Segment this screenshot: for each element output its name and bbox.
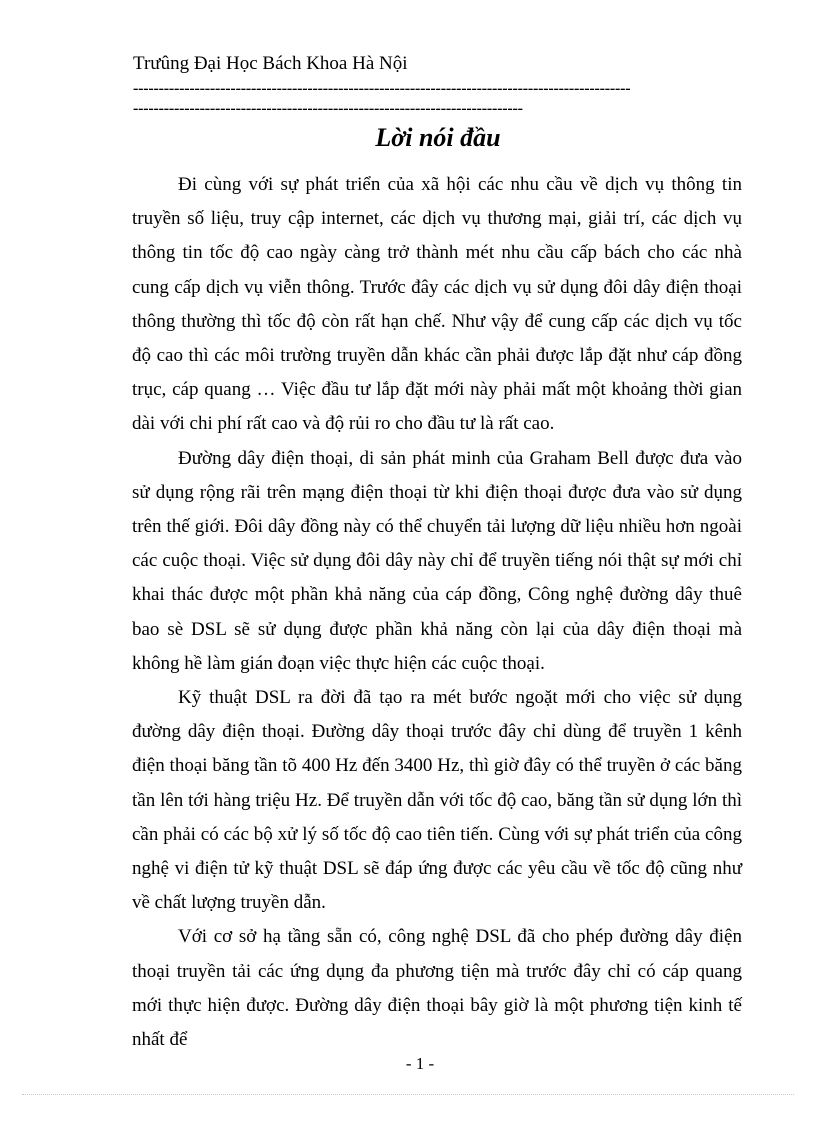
header-divider-line-2: ---------------------------------------------------------------------------- [133, 101, 523, 117]
paragraph-1: Đi cùng với sự phát triển của xã hội các nhu cầu về dịch vụ thông tin truyền số liệu, truy cập internet, các dịch vụ thương mại, giải trí, các dịch vụ thông tin tốc độ cao ngày càng trở thành mét nhu cầu cấp bách cho các nhà cung cấp dịch vụ viễn thông. Trước đây các dịch vụ sử dụng đôi dây điện thoại thông thường thì tốc độ còn rất hạn chế. Như vậy để cung cấp các dịch vụ tốc độ cao thì các môi trường truyền dẫn khác cần phải được lắp đặt như cáp đồng trục, cáp quang … Việc đầu tư lắp đặt mới này phải mất một khoảng thời gian dài với chi phí rất cao và độ rủi ro cho đầu tư là rất cao. [132, 174, 742, 435]
document-body [132, 168, 742, 1057]
header-divider-line-1: ------------------------------------------------------------------------------------------------- [133, 81, 631, 97]
page-header-school: Trưûng Đại Học Bách Khoa Hà Nội [133, 53, 408, 74]
paragraph-2: Đường dây điện thoại, di sản phát minh của Graham Bell được đưa vào sử dụng rộng rãi trên mạng điện thoại từ khi điện thoại được đưa vào sử dụng trên thế giới. Đôi dây đồng này có thể chuyển tải lượng dữ liệu nhiều hơn ngoài các cuộc thoại. Việc sử dụng đôi dây này chỉ để truyền tiếng nói thật sự mới chỉ khai thác được một phần khả năng của cáp đồng, Công nghệ đường dây thuê bao sè DSL sẽ sử dụng được phần khả năng còn lại của dây điện thoại mà không hề làm gián đoạn việc thực hiện các cuộc thoại. [132, 447, 742, 674]
page-title: Lời nói đầu [375, 123, 501, 152]
paragraph-3: Kỹ thuật DSL ra đời đã tạo ra mét bước ngoặt mới cho việc sử dụng đường dây điện thoại. Đường dây thoại trước đây chỉ dùng để truyền 1 kênh điện thoại băng tần tõ 400 Hz đến 3400 Hz, thì giờ đây có thể truyền ở các băng tần lên tới hàng triệu Hz. Để truyền dẫn với tốc độ cao, băng tần sử dụng lớn thì cần phải có các bộ xử lý số tốc độ cao tiên tiến. Cùng với sự phát triển của công nghệ vi điện tử kỹ thuật DSL sẽ đáp ứng được các yêu cầu về tốc độ cũng như về chất lượng truyền dẫn. [132, 687, 742, 914]
page-number: - 1 - [405, 1054, 435, 1073]
page-bottom-rule [22, 1094, 794, 1095]
paragraph-4: Với cơ sở hạ tầng sẵn có, công nghệ DSL đã cho phép đường dây điện thoại truyền tải các ứng dụng đa phương tiện mà trước đây chỉ có cáp quang mới thực hiện được. Đường dây điện thoại bây giờ là một phương tiện kinh tế nhất để [132, 926, 742, 1051]
